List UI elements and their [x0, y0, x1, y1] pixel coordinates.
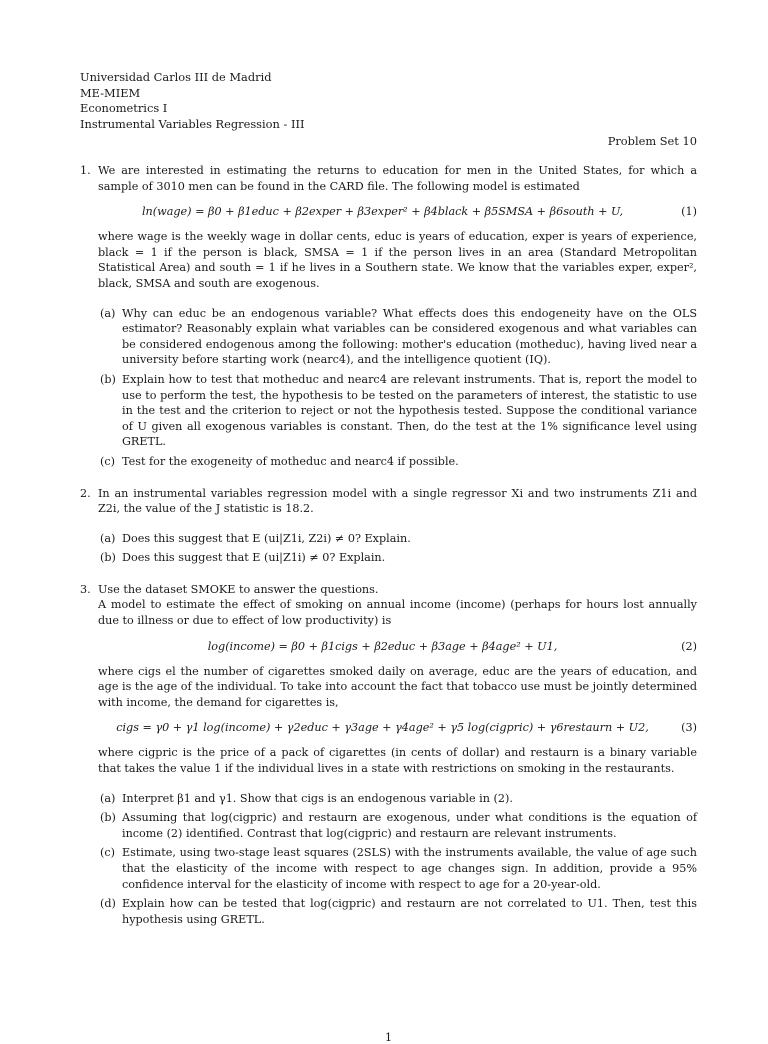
subquestion-a: [98, 306, 697, 368]
subquestion-label: (b): [100, 372, 116, 386]
subquestion-b: [98, 372, 697, 450]
subquestion-text: Does this suggest that E (ui|Z1i, Z2i) ≠ 0? Explain.: [122, 531, 411, 545]
question-number: 3.: [80, 582, 91, 596]
subquestion-label: (a): [100, 306, 116, 320]
question-list: [80, 163, 697, 927]
program-name: ME-MIEM: [80, 85, 141, 100]
subquestion-c: [98, 454, 697, 470]
subquestion-label: (b): [100, 551, 116, 565]
equation-body: cigs = γ0 + γ1 log(income) + γ2educ + γ3age + γ4age² + γ5 log(cigpric) + γ6restaurn + U2,: [116, 721, 649, 735]
question-intro: Use the dataset SMOKE to answer the questions.: [98, 582, 379, 596]
question-number: 2.: [80, 486, 91, 500]
subquestion-text: Estimate, using two-stage least squares (2SLS) with the instruments available, the value of age such that the elasticity of the income with respect to age changes sign. In addition, provide a 95% confidence interval for the elasticity of income with respect to age for a 20-year-old.: [122, 846, 697, 891]
subquestion-text: Explain how to test that motheduc and nearc4 are relevant instruments. That is, report the model to use to perform the test, the hypothesis to be tested on the parameters of interest, the statistic to use in the test and the criterion to reject or not the hypothesis tested. Suppose the conditional variance of U given all exogenous variables is constant. Then, do the test at the 1% significance level using GRETL.: [122, 372, 697, 449]
topic-title: Instrumental Variables Regression - III: [80, 116, 305, 131]
question-3: [80, 582, 697, 928]
subquestion-b: [98, 550, 697, 566]
question-intro: We are interested in estimating the returns to education for men in the United States, for which a sample of 3010 men can be found in the CARD file. The following model is estimated: [98, 164, 697, 193]
problem-set-label: Problem Set 10: [607, 134, 697, 148]
subquestion-label: (a): [100, 791, 116, 805]
header-block: [80, 70, 697, 132]
question-intro: In an instrumental variables regression model with a single regressor Xi and two instruments Z1i and Z2i, the value of the J statistic is 18.2.: [98, 486, 697, 516]
subquestion-a: [98, 531, 697, 547]
subquestion-text: Test for the exogeneity of motheduc and nearc4 if possible.: [122, 454, 459, 468]
subquestion-c: [98, 845, 697, 892]
equation-number: (2): [681, 639, 697, 653]
equation-1: [98, 204, 697, 219]
subquestion-label: (d): [100, 897, 116, 911]
question-2: [80, 486, 697, 566]
subquestion-text: Why can educ be an endogenous variable? What effects does this endogeneity have on the OLS estimator? Reasonably explain what variables can be considered exogenous and what variables can be considered endogenous among the following: mother's education (motheduc), having lived near a university before starting work (nearc4), and the intelligence quotient (IQ).: [122, 306, 697, 367]
question-number: 1.: [80, 164, 91, 177]
equation-body: log(income) = β0 + β1cigs + β2educ + β3age + β4age² + U1,: [207, 639, 558, 653]
equation-number: (1): [681, 205, 697, 219]
question-1: [80, 163, 697, 470]
subquestion-label: (a): [100, 531, 116, 545]
equation-2: [98, 639, 697, 654]
course-name: Econometrics I: [80, 101, 168, 115]
equation-3: [98, 720, 697, 735]
subquestion-text: Assuming that log(cigpric) and restaurn are exogenous, under what conditions is the equation of income (2) identified. Contrast that log(cigpric) and restaurn are relevant instruments.: [122, 811, 697, 840]
subquestion-label: (b): [100, 811, 116, 825]
subquestion-label: (c): [100, 846, 115, 860]
subquestion-list: [98, 306, 697, 470]
university-name: Universidad Carlos III de Madrid: [80, 70, 272, 84]
subquestion-text: Interpret β1 and γ1. Show that cigs is an endogenous variable in (2).: [122, 791, 513, 805]
document-page: [80, 70, 697, 1044]
equation-number: (3): [681, 721, 697, 735]
page-number: 1: [384, 1030, 393, 1044]
subquestion-a: [98, 791, 697, 807]
question-context: where cigpric is the price of a pack of cigarettes (in cents of dollar) and restaurn is a binary variable that takes the value 1 if the individual lives in a state with restrictions on smoking in the restaurants.: [98, 746, 697, 776]
question-context: where wage is the weekly wage in dollar cents, educ is years of education, exper is years of experience, black = 1 if the person is black, SMSA = 1 if the person lives in an area (Standard Metropolitan Statistical Area) and south = 1 if he lives in a Southern state. We know that the variables exper, exper², black, SMSA and south are exogenous.: [98, 230, 697, 290]
question-middle: where cigs el the number of cigarettes smoked daily on average, educ are the years of education, and age is the age of the individual. To take into account the fact that tobacco use must be jointly determined with income, the demand for cigarettes is,: [98, 664, 697, 709]
subquestion-text: Explain how can be tested that log(cigpric) and restaurn are not correlated to U1. Then, test this hypothesis using GRETL.: [122, 897, 697, 926]
subquestion-list: [98, 531, 697, 566]
subquestion-text: Does this suggest that E (ui|Z1i) ≠ 0? Explain.: [122, 551, 386, 565]
subquestion-b: [98, 810, 697, 841]
question-intro-2: A model to estimate the effect of smoking on annual income (income) (perhaps for hours lost annually due to illness or due to effect of low productivity) is: [98, 598, 697, 628]
subquestion-d: [98, 896, 697, 927]
subquestion-label: (c): [100, 454, 115, 468]
subquestion-list: [98, 791, 697, 928]
equation-body: ln(wage) = β0 + β1educ + β2exper + β3exper² + β4black + β5SMSA + β6south + U,: [141, 205, 624, 219]
